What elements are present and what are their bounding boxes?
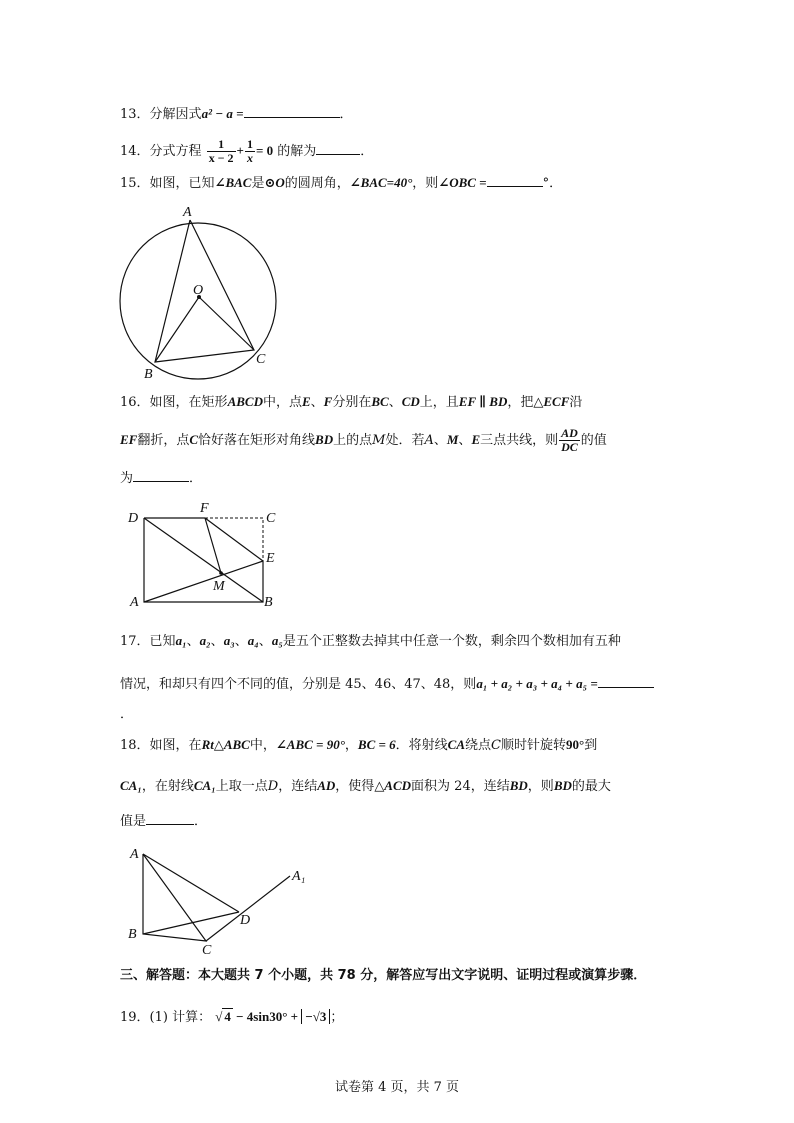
fraction-2: $\frac{1}{x}$	[246, 137, 253, 165]
circle-o	[120, 223, 276, 379]
answer-blank	[487, 173, 543, 187]
line-bd	[143, 912, 239, 934]
expr-a2-a: a² − a =	[201, 106, 244, 121]
answer-blank	[133, 468, 189, 482]
question-13: 13．分解因式a² − a = ．	[120, 106, 353, 122]
point-m	[219, 571, 223, 575]
line-fe	[205, 518, 263, 561]
question-17-line-2: 情况，和却只有四个不同的值，分别是 45、46、47、48，则a₁ + a₂ + a₃ + a₄ + a₅ =	[120, 674, 654, 694]
label-m: M	[213, 579, 225, 594]
answer-blank	[598, 674, 654, 688]
label-f: F	[200, 501, 209, 516]
question-16-line-3: 为 ．	[120, 468, 202, 488]
label-c: C	[256, 352, 266, 367]
fraction-1: $\frac{1}{x - 2}$	[208, 137, 234, 165]
fraction-ad-dc: $\frac{AD}{DC}$	[561, 426, 578, 454]
label-b: B	[264, 595, 273, 610]
answer-blank	[146, 811, 194, 825]
label-d: D	[240, 913, 251, 928]
question-18-line-1: 18．如图，在Rt△ABC中，∠ABC = 90°，BC = 6．将射线CA绕点C顺时针旋转90°到	[120, 737, 598, 753]
label-b: B	[128, 927, 137, 942]
question-15: 15．如图，已知∠BAC是⊙O的圆周角，∠BAC=40°，则∠OBC = °．	[120, 175, 563, 191]
label-a: A	[130, 847, 139, 862]
line-ad	[143, 854, 239, 912]
label-b: B	[144, 367, 153, 382]
label-c: C	[266, 511, 276, 526]
line-ae	[144, 561, 263, 602]
question-18-line-2: CA₁，在射线CA₁上取一点D，连结AD，使得△ACD面积为 24，连结BD，则BD的最大	[120, 778, 611, 794]
triangle-abc	[143, 854, 206, 941]
answer-blank	[316, 141, 360, 155]
question-17-line-3: ．	[120, 707, 134, 722]
label-a1: A₁	[292, 869, 306, 884]
label-a: A	[130, 595, 139, 610]
label-e: E	[266, 551, 275, 566]
page-footer: 试卷第 4 页，共 7 页	[334, 1080, 460, 1095]
answer-blank	[244, 104, 340, 118]
question-14: 14．分式方程 $\frac{1}{x - 2}$ + $\frac{1}{x}$ = 0 的解为 ．	[120, 137, 374, 165]
label-c: C	[202, 943, 212, 958]
question-16-line-2: EF翻折，点C恰好落在矩形对角线BD上的点M处．若A、M、E三点共线，则 $\frac{AD}{DC}$ 的值	[120, 426, 607, 454]
label-a: A	[183, 205, 192, 220]
question-18-line-3: 值是 ．	[120, 811, 207, 831]
question-16-line-1: 16．如图，在矩形ABCD中，点E、F分别在BC、CD上，且EF ∥ BD，把△ECF沿	[120, 394, 583, 410]
figure-15-circle	[110, 200, 290, 385]
figure-18-triangle	[120, 838, 320, 958]
figure-16-rectangle	[120, 498, 290, 613]
ray-ca1	[206, 876, 290, 941]
expression: √ 4 − 4sin30° + −√3	[215, 1008, 330, 1024]
label-d: D	[128, 511, 139, 526]
diagonal-db	[144, 518, 263, 602]
section-3-heading: 三、解答题：本大题共 7 个小题，共 78 分，解答应写出文字说明、证明过程或演算步骤．	[120, 968, 647, 983]
question-19: 19．(1) 计算： √ 4 − 4sin30° + −√3 ；	[120, 1009, 344, 1025]
line-fm	[205, 518, 221, 573]
label-o: O	[193, 283, 204, 298]
question-17-line-1: 17．已知a₁、a₂、a₃、a₄、a₅是五个正整数去掉其中任意一个数，剩余四个数相加有五种	[120, 633, 621, 649]
